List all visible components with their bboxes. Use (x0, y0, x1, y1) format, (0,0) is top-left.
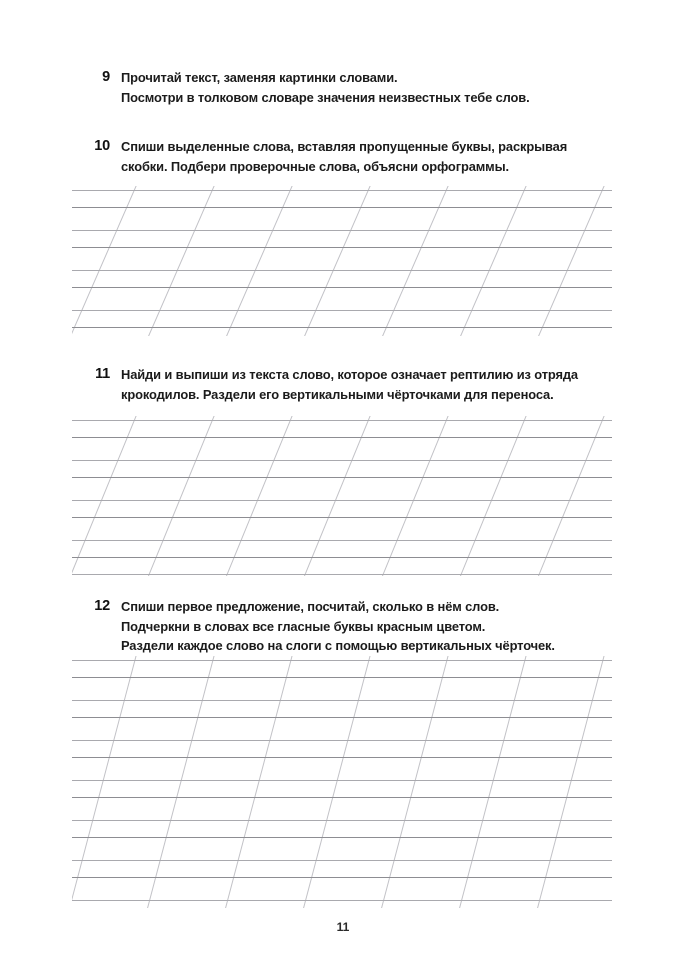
slant-guides (72, 656, 612, 908)
task-text-line: скобки. Подбери проверочные слова, объясни орфограммы. (121, 158, 509, 174)
task-number: 12 (94, 598, 110, 614)
slant-guide-line (458, 186, 529, 336)
slant-guide-line (536, 656, 606, 908)
slant-guide-line (536, 416, 607, 576)
ruled-lines-svg (72, 416, 612, 576)
slant-guides (72, 186, 612, 336)
task-item-11 (82, 365, 612, 404)
rule-lines (72, 191, 612, 328)
task-number: 9 (102, 69, 110, 85)
task-text-line: крокодилов. Раздели его вертикальными чёрточками для переноса. (121, 386, 554, 402)
page-number: 11 (336, 920, 350, 934)
slant-guide-line (224, 416, 295, 576)
slant-guide-line (146, 656, 216, 908)
slant-guide-line (72, 416, 139, 576)
slant-guide-line (72, 656, 138, 908)
slant-guide-line (458, 656, 528, 908)
writing-area-task-11[interactable] (72, 416, 612, 576)
task-text (110, 597, 612, 656)
task-text-line: Спиши выделенные слова, вставляя пропущенные буквы, раскрывая (121, 139, 568, 154)
rule-lines (72, 661, 612, 901)
task-text-line: Спиши первое предложение, посчитай, сколько в нём слов. (121, 599, 500, 614)
slant-guide-line (72, 186, 139, 336)
task-number: 10 (94, 138, 110, 154)
slant-guide-line (224, 656, 294, 908)
task-text-line: Подчеркни в словах все гласные буквы красным цветом. (121, 618, 486, 634)
ruled-lines-svg (72, 186, 612, 336)
task-item-12 (82, 597, 612, 656)
slant-guide-line (458, 416, 529, 576)
rule-lines (72, 421, 612, 575)
slant-guide-line (380, 186, 451, 336)
writing-area-task-12[interactable] (72, 656, 612, 908)
task-item-10 (82, 137, 612, 176)
slant-guide-line (146, 186, 217, 336)
task-text-line: Раздели каждое слово на слоги с помощью вертикальных чёрточек. (121, 638, 555, 653)
task-text (110, 365, 612, 404)
task-text-line: Посмотри в толковом словаре значения неизвестных тебе слов. (121, 89, 530, 105)
slant-guide-line (146, 416, 217, 576)
task-text-line: Прочитай текст, заменяя картинки словами. (121, 70, 398, 85)
task-number: 11 (95, 366, 110, 382)
task-text-line: Найди и выпиши из текста слово, которое означает рептилию из отряда (121, 367, 578, 382)
slant-guide-line (302, 186, 373, 336)
slant-guide-line (224, 186, 295, 336)
slant-guides (72, 416, 612, 576)
writing-area-task-10[interactable] (72, 186, 612, 336)
slant-guide-line (302, 656, 372, 908)
slant-guide-line (380, 416, 451, 576)
task-item-9 (82, 68, 612, 107)
ruled-lines-svg (72, 656, 612, 908)
task-text (110, 137, 612, 176)
slant-guide-line (302, 416, 373, 576)
slant-guide-line (380, 656, 450, 908)
slant-guide-line (536, 186, 607, 336)
task-text (110, 68, 612, 107)
